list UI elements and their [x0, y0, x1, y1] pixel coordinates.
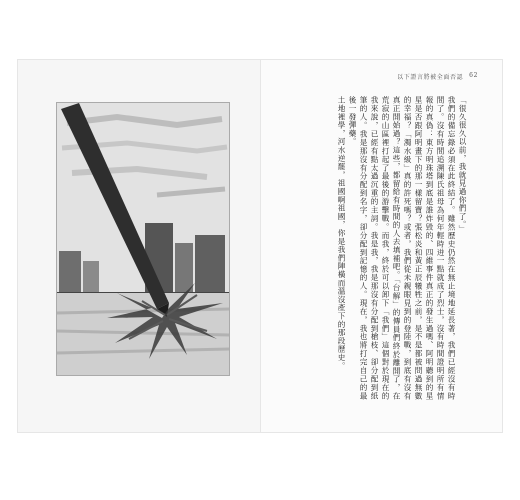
page-number: 62	[469, 72, 478, 79]
chapter-title: 以下證言將被全面否認	[397, 74, 464, 81]
left-page	[18, 60, 260, 432]
illustration-missile-strike	[56, 102, 230, 376]
paragraph: 「很久很久以前，我就見過你們了。」	[458, 96, 467, 234]
book-spread	[18, 60, 502, 432]
sketch-image	[57, 103, 229, 375]
right-page	[260, 60, 503, 432]
paragraph: 土地裡學，河水逆罷，祖國啊祖國，你是我們陣橫而溫沒產下的那段歷史。	[337, 96, 346, 370]
running-header	[397, 72, 478, 81]
vertical-body-text	[298, 96, 468, 400]
paragraph: 我們的備忘錄必須在此終結了。雖然歷史仍然在無止境地延長著，我們已經沒有時間了。沒有時間追溯陳氏祖母為何年輕時迸一點就成了烈士，沒有時間證明所有情報的真偽：東方明珠塔到底是誰炸毀的、四維事件真正的發生過嗎、阿明聽到的星星是否跟阿明畫下的那一樣留寶？張松炎和黃正辰犧牲之前，是不是都被問過無數的幸福？「濁水級」真的許死嗎？或者，我們從未親眼見到的登陸戰，到底有沒有真正開始過？這些，都留給有時間的人去填補吧。「台解」的傳員們終於離開了，在荒寂的山區裡打起了最後的游擊戰。而我，終於可以卸下「我們」這個對於現在的我來說，已經有點太過沉重的主詞。我是我，我是那沒有分配到槍枝、卻分配到紙筆的人。我是那沒有分配到名字，卻分配到記憶的人。現在，我也將打完自己的最後一發彈藥。	[348, 96, 456, 400]
